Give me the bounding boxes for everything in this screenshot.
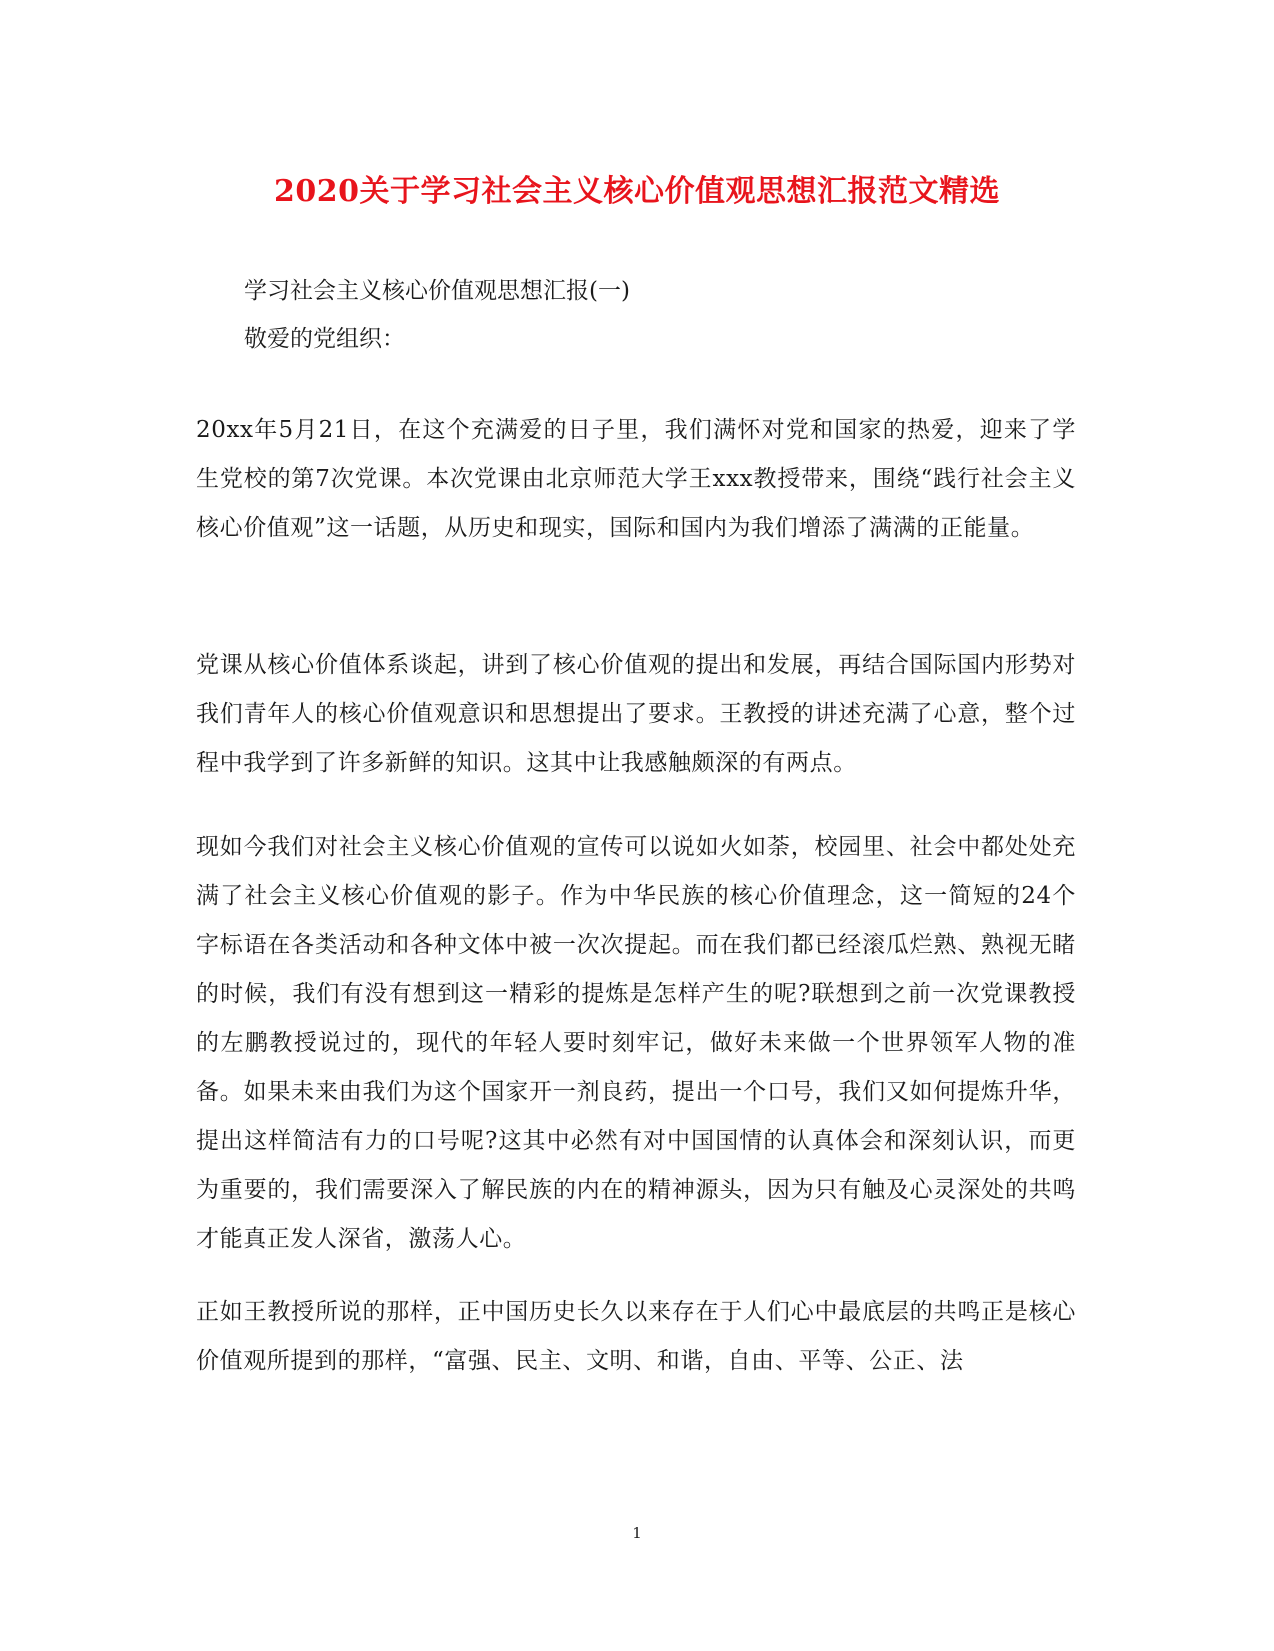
document-title: 2020关于学习社会主义核心价值观思想汇报范文精选 [274, 174, 1000, 209]
salutation: 敬爱的党组织： [244, 326, 405, 352]
paragraph-2: 党课从核心价值体系谈起，讲到了核心价值观的提出和发展，再结合国际国内形势对我们青年人的核心价值观意识和思想提出了要求。王教授的讲述充满了心意，整个过程中我学到了许多新鲜的知识。这其中让我感触颇深的有两点。 [196, 652, 1076, 776]
paragraph-4: 正如王教授所说的那样，正中国历史长久以来存在于人们心中最底层的共鸣正是核心价值观所提到的那样，“富强、民主、文明、和谐，自由、平等、公正、法 [196, 1299, 1076, 1374]
page-number: 1 [632, 1524, 642, 1542]
section-subtitle: 学习社会主义核心价值观思想汇报(一) [244, 278, 630, 304]
paragraph-1: 20xx年5月21日，在这个充满爱的日子里，我们满怀对党和国家的热爱，迎来了学生党校的第7次党课。本次党课由北京师范大学王xxx教授带来，围绕“践行社会主义核心价值观”这一话题，从历史和现实，国际和国内为我们增添了满满的正能量。 [196, 417, 1076, 541]
paragraph-3: 现如今我们对社会主义核心价值观的宣传可以说如火如荼，校园里、社会中都处处充满了社会主义核心价值观的影子。作为中华民族的核心价值理念，这一简短的24个字标语在各类活动和各种文体中被一次次提起。而在我们都已经滚瓜烂熟、熟视无睹的时候，我们有没有想到这一精彩的提炼是怎样产生的呢?联想到之前一次党课教授的左鹏教授说过的，现代的年轻人要时刻牢记，做好未来做一个世界领军人物的准备。如果未来由我们为这个国家开一剂良药，提出一个口号，我们又如何提炼升华，提出这样简洁有力的口号呢?这其中必然有对中国国情的认真体会和深刻认识，而更为重要的，我们需要深入了解民族的内在的精神源头，因为只有触及心灵深处的共鸣才能真正发人深省，激荡人心。 [196, 834, 1076, 1252]
